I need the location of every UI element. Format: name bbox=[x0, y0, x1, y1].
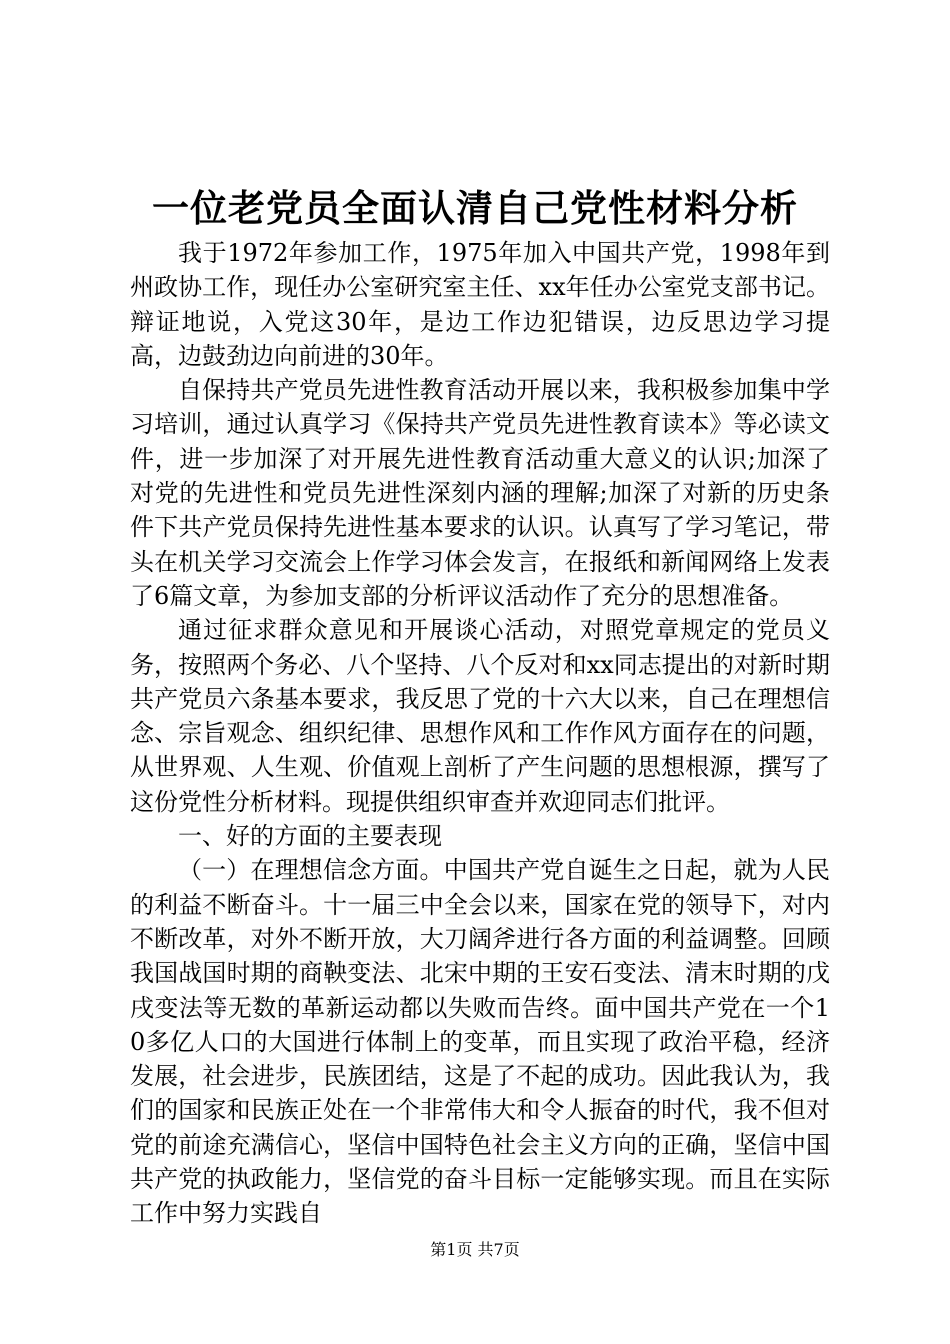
paragraph-reflection: 通过征求群众意见和开展谈心活动，对照党章规定的党员义务，按照两个务必、八个坚持、八个反对和xx同志提出的对新时期共产党员六条基本要求，我反思了党的十六大以来，自己在理想信念、宗旨观念、组织纪律、思想作风和工作作风方面存在的问题，从世界观、人生观、价值观上剖析了产生问题的思想根源，撰写了这份党性分析材料。现提供组织审查并欢迎同志们批评。 bbox=[130, 616, 830, 816]
page-number-footer: 第1页 共7页 bbox=[430, 1240, 520, 1259]
document-title: 一位老党员全面认清自己党性材料分析 bbox=[152, 186, 798, 230]
paragraph-intro: 我于1972年参加工作，1975年加入中国共产党，1998年到州政协工作，现任办公室研究室主任、xx年任办公室党支部书记。辩证地说，入党这30年，是边工作边犯错误，边反思边学习提高，边鼓劲边向前进的30年。 bbox=[130, 239, 830, 370]
section-heading: 一、好的方面的主要表现 bbox=[178, 822, 442, 851]
document-body bbox=[130, 236, 830, 1231]
paragraph-ideals: （一）在理想信念方面。中国共产党自诞生之日起，就为人民的利益不断奋斗。十一届三中全会以来，国家在党的领导下，对内不断改革，对外不断开放，大刀阔斧进行各方面的利益调整。回顾我国战国时期的商鞅变法、北宋中期的王安石变法、清末时期的戊戌变法等无数的革新运动都以失败而告终。面中国共产党在一个10多亿人口的大国进行体制上的变革，而且实现了政治平稳，经济发展，社会进步，民族团结，这是了不起的成功。因此我认为，我们的国家和民族正处在一个非常伟大和令人振奋的时代，我不但对党的前途充满信心，坚信中国特色社会主义方向的正确，坚信中国共产党的执政能力，坚信党的奋斗目标一定能够实现。而且在实际工作中努力实践自 bbox=[130, 856, 830, 1228]
paragraph-study: 自保持共产党员先进性教育活动开展以来，我积极参加集中学习培训，通过认真学习《保持共产党员先进性教育读本》等必读文件，进一步加深了对开展先进性教育活动重大意义的认识;加深了对党的先进性和党员先进性深刻内涵的理解;加深了对新的历史条件下共产党员保持先进性基本要求的认识。认真写了学习笔记，带头在机关学习交流会上作学习体会发言，在报纸和新闻网络上发表了6篇文章，为参加支部的分析评议活动作了充分的思想准备。 bbox=[130, 376, 830, 610]
